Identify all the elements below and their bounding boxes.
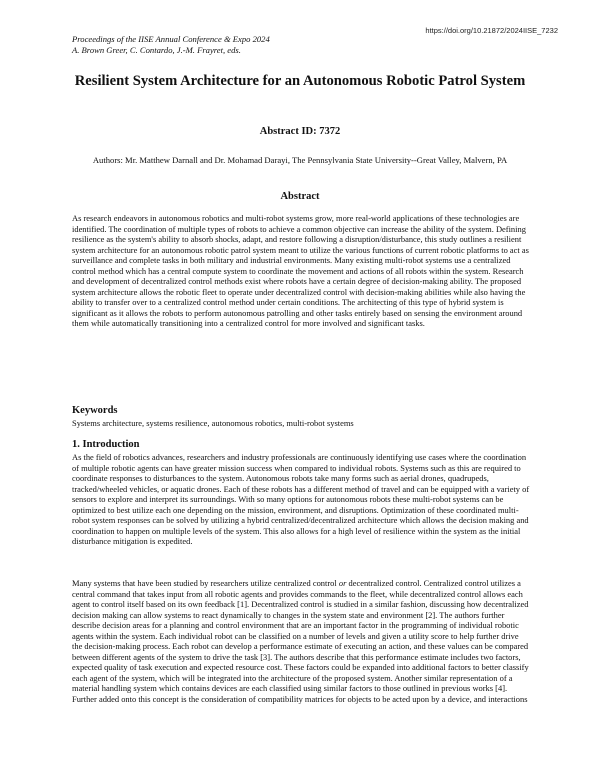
proceedings-line-1: Proceedings of the IISE Annual Conference & Expo 2024 — [72, 34, 270, 44]
doi-link[interactable]: https://doi.org/10.21872/2024IISE_7232 — [425, 26, 558, 35]
intro-paragraph-2-text — [72, 578, 530, 704]
keywords-list: Systems architecture, systems resilience, autonomous robotics, multi-robot systems — [72, 418, 354, 428]
intro-paragraph-1-text: As the field of robotics advances, researchers and industry professionals are continuously identifying use cases where the coordination of multiple robotic agents can have greater mission success when compared to individual robots. Systems such as this are required to coordinate responses to disturbances to the system. Autonomous robots take many forms such as aerial drones, quadrupeds, tracked/wheeled vehicles, or aquatic drones. Each of these robots has a different method of travel and can be equipped with a variety of sensors to explore and interpret its surroundings. With so many options for autonomous robots these multi-robot systems can be optimized to best utilize each one depending on the mission, environment, and disruptions. Optimization of these coordinated multi-robot system responses can be solved by utilizing a hybrid centralized/decentralized architecture which allows the decision making and coordination to happen on multiple levels of the system. This also allows for a high level of resilience within the system as the initial disturbance mitigation is expedited. — [72, 452, 530, 546]
abstract-heading: Abstract — [280, 191, 320, 202]
introduction-heading: 1. Introduction — [72, 439, 140, 450]
abstract-text — [72, 213, 530, 329]
intro-p2-after: decentralized control. Centralized control utilizes a central command that takes input from all robotic agents and provides commands to the fleet, while decentralized control allows each agent to control itself based on its own feedback [1]. Decentralized control is studied in a similar fashion, discussing how decentralized decision making can allow systems to react dynamically to changes in the system state and environment [2]. The authors further describe decision areas for a planning and control environment that are an important factor in the programming of individual robotic agents within the system. Each individual robot can be classified on a number of levels and given a utility score to help further drive the decision-making process. Each robot can develop a performance estimate of executing an action, and these values can be compared between different agents of the system to drive the task [3]. The authors describe that this performance estimate includes two factors, expected quality of task execution and expected resource cost. These factors could be expanded into additional factors to better classify each agent of the system, which will be integrated into the architecture of the proposed system. Another similar representation of a material handling system which contains devices are each classified using similar factors to those outlined in previous works [4]. Further added onto this concept is the consideration of compatibility matrices for objects to be acted upon by a device, and interactions — [72, 578, 529, 704]
authors: Authors: Mr. Matthew Darnall and Dr. Mohamad Darayi, The Pennsylvania State University--Great Valley, Malvern, PA — [92, 155, 508, 165]
keywords-text — [72, 418, 530, 429]
intro-p2-or: or — [338, 578, 347, 588]
abstract-paragraph: As research endeavors in autonomous robotics and multi-robot systems grow, more real-world applications of these technologies are identified. The coordination of multiple types of robots to achieve a common objective can increase the ability of the system. Defining resilience as the system's ability to absorb shocks, adapt, and restore following a disruption/disturbance, this study outlines a resilient system architecture for an autonomous robotic patrol system meant to utilize the various functions of current robotic platforms to act as surveillance and complete tasks in both military and industrial environments. Many existing multi-robot systems use a centralized control method which has a central compute system to coordinate the movement and actions of all robots within the system. Research and development of decentralized control methods exist where robots have a certain degree of decision-making ability. The proposed system architecture allows the robotic fleet to operate under decentralized control with decision-making abilities while also having the ability to transfer over to a centralized control method under certain conditions. The architecting of this type of hybrid system is significant as it allows the robots to perform autonomous patrolling and other tasks entirely based on sensing the environment around them while automatically transitioning into a centralized control for more involved and significant tasks. — [72, 213, 529, 328]
introduction-paragraph-1 — [72, 452, 530, 547]
intro-p2-before: Many systems that have been studied by researchers utilize centralized control — [72, 578, 339, 588]
proceedings-header — [72, 34, 270, 56]
proceedings-line-2: A. Brown Greer, C. Contardo, J.-M. Frayret, eds. — [72, 45, 241, 55]
abstract-id: Abstract ID: 7372 — [259, 126, 341, 137]
introduction-paragraph-2 — [72, 578, 530, 704]
paper-title: Resilient System Architecture for an Autonomous Robotic Patrol System — [74, 73, 526, 89]
keywords-heading: Keywords — [72, 405, 118, 416]
